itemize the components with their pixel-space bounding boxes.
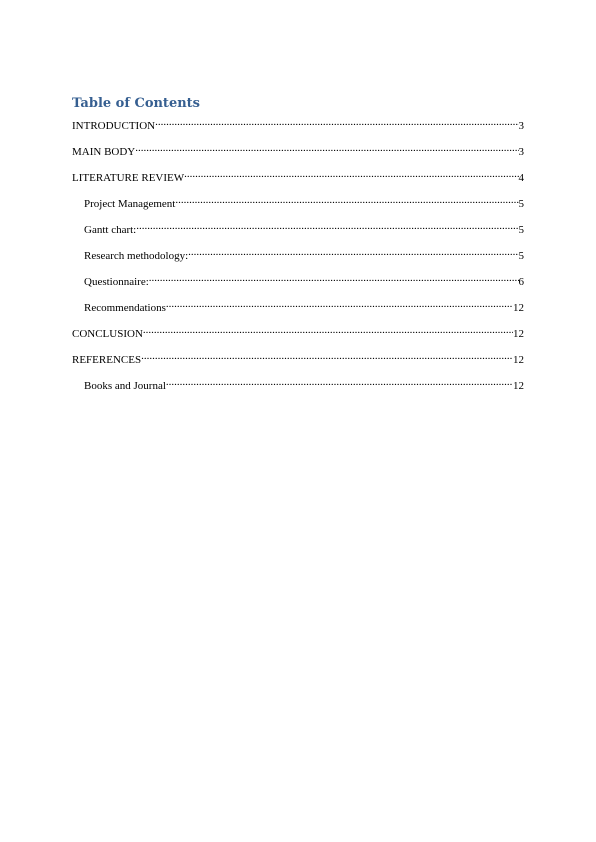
toc-entry-label: Recommendations [84, 302, 166, 314]
toc-entry-label: Gantt chart: [84, 224, 137, 236]
toc-dot-leader [166, 375, 513, 389]
toc-entry-research-methodology[interactable] [72, 245, 524, 262]
toc-page-number: 12 [513, 354, 524, 366]
toc-entry-references[interactable] [72, 349, 524, 366]
toc-dot-leader [166, 297, 513, 311]
toc-entry-recommendations[interactable] [72, 297, 524, 314]
toc-list [72, 115, 524, 392]
toc-entry-label: INTRODUCTION [72, 120, 156, 132]
toc-dot-leader [135, 141, 518, 155]
toc-page-number: 3 [518, 120, 524, 132]
toc-page-number: 5 [518, 224, 524, 236]
toc-page-number: 5 [518, 198, 524, 210]
toc-page-number: 12 [513, 302, 524, 314]
toc-entry-label: CONCLUSION [72, 328, 143, 340]
toc-dot-leader [136, 219, 518, 233]
toc-page-number: 12 [513, 380, 524, 392]
toc-page-number: 3 [518, 146, 524, 158]
toc-dot-leader [175, 193, 518, 207]
toc-dot-leader [184, 167, 518, 181]
toc-entry-label: Books and Journal [84, 380, 166, 392]
toc-dot-leader [149, 271, 519, 285]
toc-dot-leader [143, 323, 513, 337]
toc-dot-leader [141, 349, 513, 363]
toc-dot-leader [155, 115, 518, 129]
toc-page-number: 12 [513, 328, 524, 340]
toc-entry-label: Project Management [84, 198, 176, 210]
toc-entry-conclusion[interactable] [72, 323, 524, 340]
toc-entry-gantt-chart[interactable] [72, 219, 524, 236]
toc-entry-label: Questionnaire: [84, 276, 149, 288]
toc-entry-questionnaire[interactable] [72, 271, 524, 288]
toc-entry-label: Research methodology: [84, 250, 189, 262]
toc-entry-label: LITERATURE REVIEW [72, 172, 185, 184]
toc-entry-books-and-journal[interactable] [72, 375, 524, 392]
toc-entry-literature-review[interactable] [72, 167, 524, 184]
table-of-contents [72, 95, 524, 392]
toc-entry-introduction[interactable] [72, 115, 524, 132]
toc-page-number: 6 [518, 276, 524, 288]
toc-title: Table of Contents [72, 96, 200, 111]
toc-page-number: 4 [518, 172, 524, 184]
toc-entry-label: REFERENCES [72, 354, 142, 366]
toc-page-number: 5 [518, 250, 524, 262]
toc-dot-leader [188, 245, 518, 259]
toc-entry-label: MAIN BODY [72, 146, 136, 158]
toc-entry-project-management[interactable] [72, 193, 524, 210]
toc-entry-main-body[interactable] [72, 141, 524, 158]
